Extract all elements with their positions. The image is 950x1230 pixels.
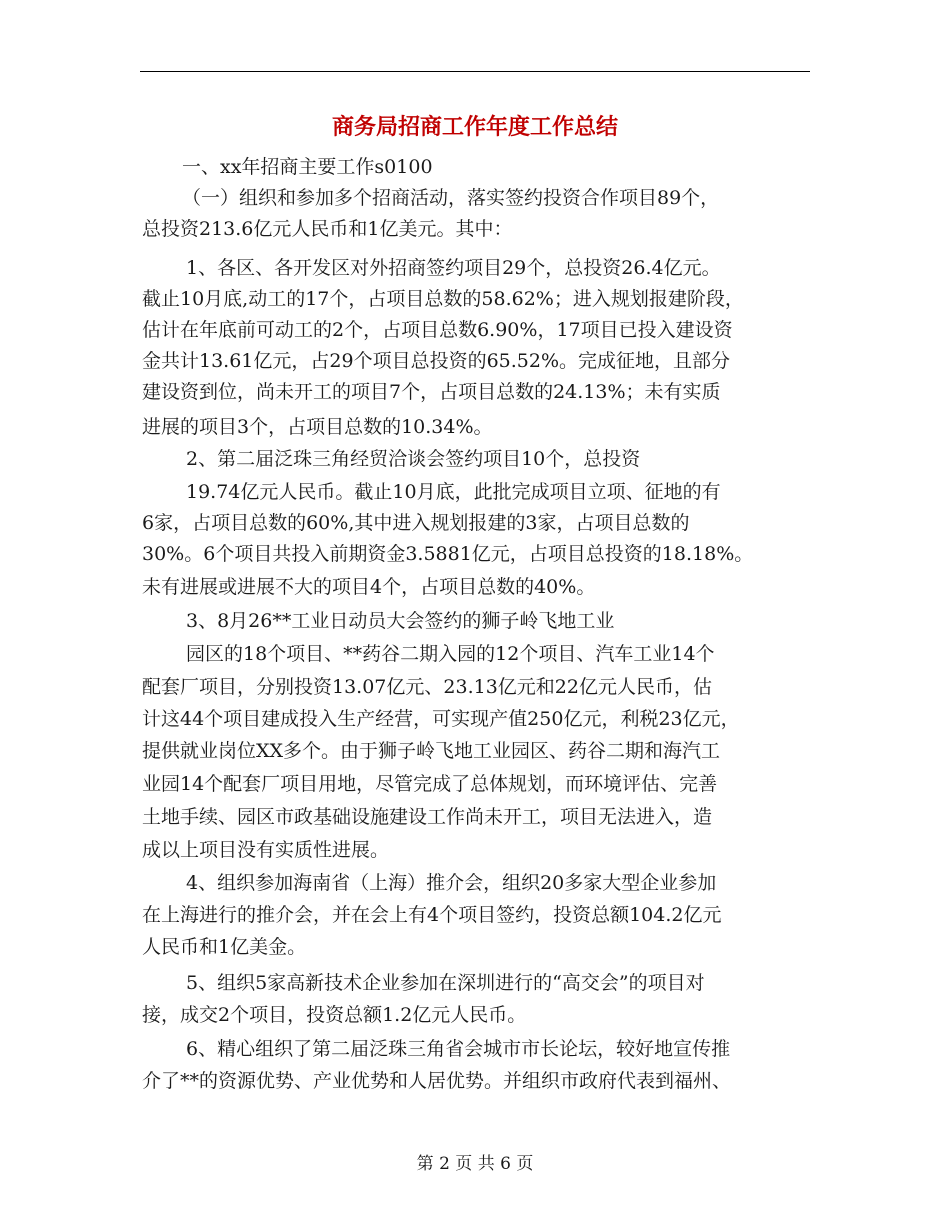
paragraph-line: 计这44个项目建成投入生产经营，可实现产值250亿元，利税23亿元， (142, 708, 740, 730)
paragraph-line: 进展的项目3个，占项目总数的10.34%。 (142, 416, 493, 438)
paragraph-line: 在上海进行的推介会，并在会上有4个项目签约，投资总额104.2亿元 (142, 904, 722, 926)
paragraph-line: 提供就业岗位XX多个。由于狮子岭飞地工业园区、药谷二期和海汽工 (142, 740, 721, 762)
paragraph-line: 园区的18个项目、**药谷二期入园的12个项目、汽车工业14个 (186, 643, 715, 665)
paragraph-line: 6、精心组织了第二届泛珠三角省会城市市长论坛，较好地宣传推 (186, 1038, 731, 1060)
paragraph-line: （一）组织和参加多个招商活动，落实签约投资合作项目89个， (182, 187, 720, 209)
paragraph-line: 建设资到位，尚未开工的项目7个，占项目总数的24.13%；未有实质 (142, 381, 721, 403)
paragraph-line: 1、各区、各开发区对外招商签约项目29个，总投资26.4亿元。 (186, 257, 721, 279)
paragraph-line: 4、组织参加海南省（上海）推介会，组织20多家大型企业参加 (186, 872, 717, 894)
paragraph-line: 总投资213.6亿元人民币和1亿美元。其中： (142, 218, 513, 240)
paragraph-line: 6家，占项目总数的60%,其中进入规划报建的3家，占项目总数的 (142, 512, 690, 534)
paragraph-line: 30%。6个项目共投入前期资金3.5881亿元，占项目总投资的18.18%。 (142, 543, 754, 565)
paragraph-line: 截止10月底,动工的17个，占项目总数的58.62%；进入规划报建阶段， (142, 288, 744, 310)
page-number: 第 2 页 共 6 页 (416, 1154, 534, 1174)
paragraph-line: 配套厂项目，分别投资13.07亿元、23.13亿元和22亿元人民币，估 (142, 676, 712, 698)
paragraph-line: 接，成交2个项目，投资总额1.2亿元人民币。 (142, 1004, 527, 1026)
paragraph-line: 未有进展或进展不大的项目4个，占项目总数的40%。 (142, 576, 596, 598)
paragraph-line: 人民币和1亿美金。 (142, 936, 307, 958)
paragraph-line: 3、8月26**工业日动员大会签约的狮子岭飞地工业 (186, 610, 615, 632)
paragraph-line: 2、第二届泛珠三角经贸洽谈会签约项目10个，总投资 (186, 448, 641, 470)
paragraph-line: 19.74亿元人民币。截止10月底，此批完成项目立项、征地的有 (186, 481, 721, 503)
section-heading: 一、xx年招商主要工作s0100 (182, 156, 433, 178)
paragraph-line: 金共计13.61亿元，占29个项目总投资的65.52%。完成征地，且部分 (142, 350, 731, 372)
paragraph-line: 成以上项目没有实质性进展。 (142, 839, 390, 861)
paragraph-line: 估计在年底前可动工的2个，占项目总数6.90%，17项目已投入建设资 (142, 319, 733, 341)
header-rule (140, 71, 810, 72)
paragraph-line: 业园14个配套厂项目用地，尽管完成了总体规划，而环境评估、完善 (142, 773, 718, 795)
paragraph-line: 介了**的资源优势、产业优势和人居优势。并组织市政府代表到福州、 (142, 1070, 732, 1092)
paragraph-line: 土地手续、园区市政基础设施建设工作尚未开工，项目无法进入，造 (142, 806, 713, 828)
document-title: 商务局招商工作年度工作总结 (331, 114, 618, 140)
paragraph-line: 5、组织5家高新技术企业参加在深圳进行的“高交会”的项目对 (186, 972, 705, 994)
